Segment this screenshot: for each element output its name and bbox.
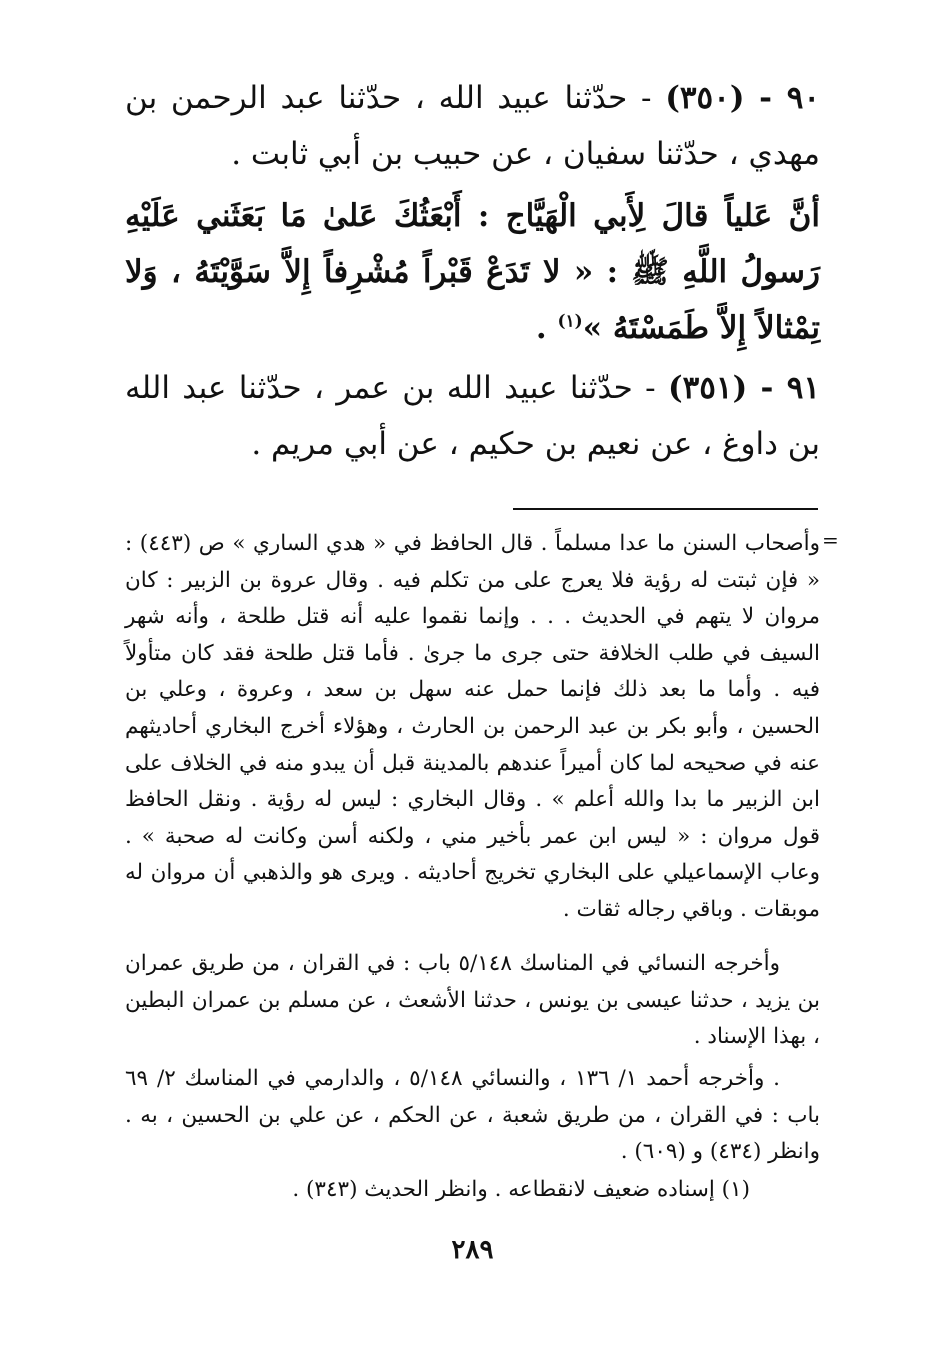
hadith-90-matn-end: . [535, 310, 558, 346]
hadith-91-number: ٩١ - (٣٥١) [667, 370, 821, 406]
footnote-nasai: وأخرجه النسائي في المناسك ٥/١٤٨ باب : في القران ، من طريق عمران بن يزيد ، حدثنا عيسى بن يونس ، حدثنا الأشعث ، عن مسلم بن عمران البطين ، بهذا الإسناد . [125, 951, 820, 1050]
hadith-90-matn [125, 188, 820, 356]
footnote-ahmad: . وأخرجه أحمد ١/ ١٣٦ ، والنسائي ٥/١٤٨ ، والدارمي في المناسك ٢/ ٦٩ باب : في القران ، من طريق شعبة ، عن الحكم ، عن علي بن الحسين ، به . وانظر (٤٣٤) و (٦٠٩) . [125, 1066, 820, 1165]
hadith-90-number: ٩٠ - (٣٥٠) [665, 80, 821, 116]
footnote-1 [125, 1172, 820, 1209]
footnote-continuation-mark: = [822, 528, 839, 552]
hadith-91-isnad-text: - حدّثنا عبيد الله بن عمر ، حدّثنا عبد الله بن داوغ ، عن نعيم بن حكيم ، عن أبي مريم . [125, 370, 820, 462]
page-number: ٢٨٩ [451, 1235, 494, 1265]
footnote-divider [513, 508, 818, 510]
hadith-90-isnad [125, 70, 820, 182]
footnote-1-text: (١) إسناده ضعيف لانقطاعه . وانظر الحديث (٣٤٣) . [292, 1177, 750, 1202]
hadith-90-matn-text: أنَّ عَلياً قالَ لِأَبي الْهَيَّاج : أَبْعَثُكَ عَلىٰ مَا بَعَثَني عَلَيْهِ رَسولُ اللَّهِ ﷺ : « لا تَدَعْ قَبْراً مُشْرِفاً إِلاَّ سَوَّيْتَهُ ، وَلا تِمْثالاً إِلاَّ طَمَسْتَهُ » [125, 198, 820, 346]
hadith-90-isnad-text: - حدّثنا عبيد الله ، حدّثنا عبد الرحمن بن مهدي ، حدّثنا سفيان ، عن حبيب بن أبي ثابت . [125, 80, 820, 172]
footnote-reference-1: (١) [557, 311, 583, 332]
hadith-91-isnad [125, 360, 820, 472]
footnote-previous-continued: وأصحاب السنن ما عدا مسلماً . قال الحافظ في « هدي الساري » ص (٤٤٣) : « فإن ثبتت له رؤية فلا يعرج على من تكلم فيه . وقال عروة بن الزبير : كان مروان لا يتهم في الحديث . . . وإنما نقموا عليه أنه قتل طلحة ، وأنه شهر السيف في طلب الخلافة حتى جرى ما جرىٰ . فأما قتل طلحة فقد كان متأولاً فيه . وأما ما بعد ذلك فإنما حمل عنه سهل بن سعد ، وعروة ، وعلي بن الحسين ، وأبو بكر بن عبد الرحمن بن الحارث ، وهؤلاء أخرج البخاري أحاديثهم عنه في صحيحه لما كان أميراً عندهم بالمدينة قبل أن يبدو منه في الخلاف على ابن الزبير ما بدا والله أعلم » . وقال البخاري : ليس له رؤية . ونقل الحافظ قول مروان : « ليس ابن عمر بأخير مني ، ولكنه أسن وكانت له صحبة » . وعاب الإسماعيلي على البخاري تخريج أحاديثه . ويرى هو والذهبي أن مروان له موبقات . وباقي رجاله ثقات . [125, 531, 820, 922]
